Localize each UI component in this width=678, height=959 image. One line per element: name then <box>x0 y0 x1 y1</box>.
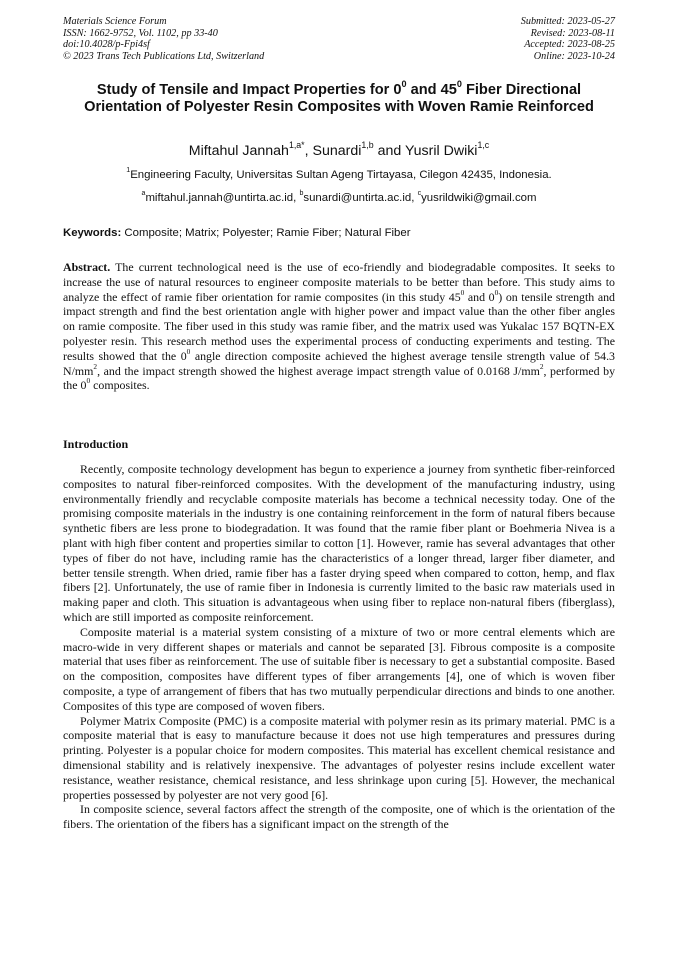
journal-info <box>63 16 264 62</box>
email-link[interactable]: yusrildwiki@gmail.com <box>421 192 537 204</box>
email-link[interactable]: sunardi@untirta.ac.id <box>303 192 412 204</box>
introduction-body <box>63 462 615 832</box>
submitted-date: Submitted: 2023-05-27 <box>520 16 615 27</box>
section-heading-introduction: Introduction <box>63 437 129 451</box>
keywords-text: Composite; Matrix; Polyester; Ramie Fiber; Natural Fiber <box>121 227 411 239</box>
keywords <box>63 226 615 240</box>
revised-date: Revised: 2023-08-11 <box>530 27 615 39</box>
keywords-label: Keywords: <box>63 227 122 239</box>
paragraph: In composite science, several factors affect the strength of the composite, one of which is the orientation of the fibers. The orientation of the fibers has a significant impact on the strength of the <box>63 802 615 832</box>
author-emails: $^a$miftahul.jannah@untirta.ac.id, $^b$sunardi@untirta.ac.id, $^c$yusrildwiki@gmail.com <box>141 190 537 204</box>
paragraph: Polymer Matrix Composite (PMC) is a composite material with polymer resin as its primary material. PMC is a composite material that is easy to manufacture because it does not use high temperatures and pressures during printing. Polyester is a popular choice for modern composites. This material has excellent chemical resistance and dimensional stability and is relatively inexpensive. The advantages of polyester resins include excellent water resistance, weather resistance, chemical resistance, and less shrinkage upon curing [5]. However, the mechanical properties possessed by polyester are not very good [6]. <box>63 713 615 802</box>
email-link[interactable]: miftahul.jannah@untirta.ac.id <box>145 192 294 204</box>
paragraph: Recently, composite technology development has begun to experience a journey from synthetic fiber-reinforced composites to natural fiber-reinforced composites. With the development of the manufacturing industry, using environmentally friendly and recyclable composite materials has become a technical necessity today. One of the promising composite materials in the industry is one containing reinforcement in the form of natural fibers because synthetic fibers are less prone to biodegradation. It was found that the ramie fiber plant or Boehmeria Nivea is a plant with high fiber content and properties similar to cotton [1]. However, ramie has several advantages that other types of fiber do not have, including ramie has the characteristics of a longer thread, larger fiber diameter, and better tensile strength. When dried, ramie fiber has a faster drying speed when compared to cotton, hemp, and flax fibers [2]. Unfortunately, the use of ramie fiber in Indonesia is currently limited to the basic raw materials used in making paper and cloth. This situation is advantageous when using fiber to replace non-natural fibers (fiberglass), which are still imported as composite reinforcement. <box>63 462 615 624</box>
online-date: Online: 2023-10-24 <box>533 50 615 62</box>
issn-line: ISSN: 1662-9752, Vol. 1102, pp 33-40 <box>63 27 218 39</box>
abstract: Abstract. The current technological need is the use of eco-friendly and biodegradable composites. It seeks to increase the use of natural resources to engineer composite materials to be better than before. This study aims to analyze the effect of ramie fiber orientation for ramie composites (in this study $45^0$ and $0^0$) on tensile strength and impact strength and find the best orientation angle with higher power and impact value than the other fiber angles on ramie composite. The fiber used in this study was ramie fiber, and the matrix used was Yukalac 157 BQTN-EX polyester resin. This research method uses the experimental process of conducting experiments and testing. The results showed that the $0^0$ angle direction composite achieved the highest average tensile strength value of 54.3 $N/mm^2$, and the impact strength showed the highest average impact strength value of 0.0168 $J/mm^2$, performed by the $0^0$ composites. <box>63 260 616 393</box>
abstract-label: Abstract. <box>63 260 111 274</box>
paper-title: Study of Tensile and Impact Properties for $0^0$ and $45^0$ Fiber Directional Orientation of Polyester Resin Composites with Woven Ramie Reinforced <box>84 78 594 116</box>
journal-name: Materials Science Forum <box>63 16 167 27</box>
author-name: Miftahul Jannah <box>188 143 289 159</box>
author-name: Sunardi <box>312 143 362 159</box>
paragraph: Composite material is a material system consisting of a mixture of two or more central elements which are macro-wide in very different shapes or materials and cannot be separated [3]. Fibrous composite is a composite material that uses fiber as reinforcement. The use of suitable fiber is necessary to get a substantial composite. Based on the composition, composites have different types of fiber arrangements [4], one of which is woven fiber composite, a type of arrangement of fibers that has two mutually perpendicular directions and binds to one another. Composites of this type are composed of woven fibers. <box>63 624 615 713</box>
author-list: Miftahul Jannah$^{1,a*}$, Sunardi$^{1,b}$ and Yusril Dwiki$^{1,c}$ <box>188 139 490 159</box>
publication-dates <box>521 16 615 62</box>
accepted-date: Accepted: 2023-08-25 <box>524 39 615 51</box>
doi-line: doi:10.4028/p-Fpi4sf <box>63 39 150 51</box>
copyright-line: © 2023 Trans Tech Publications Ltd, Switzerland <box>63 50 265 62</box>
author-name: Yusril Dwiki <box>404 143 478 159</box>
affiliation: $^1$Engineering Faculty, Universitas Sultan Ageng Tirtayasa, Cilegon 42435, Indonesia. <box>126 167 552 181</box>
